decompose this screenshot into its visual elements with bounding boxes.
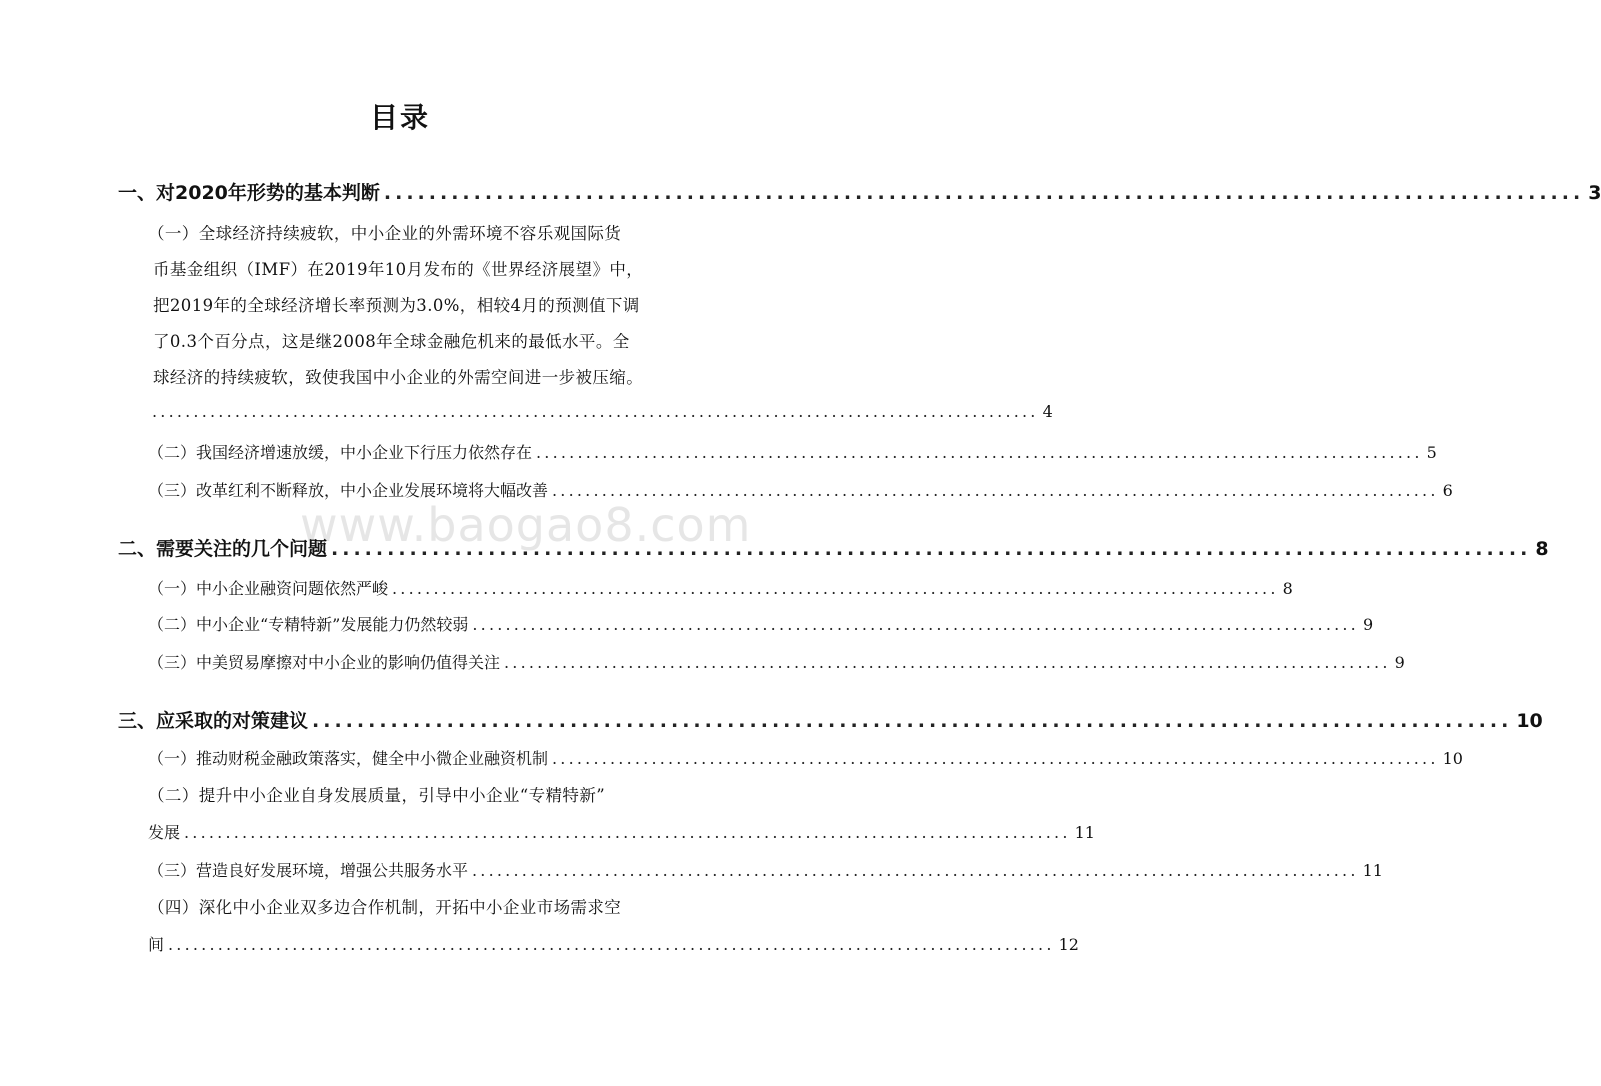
dot-leader: ........................................................................................................... [552,749,1439,768]
dot-leader: ........................................................................................................... [184,823,1071,842]
toc-entry-line[interactable]: 把2019年的全球经济增长率预测为3.0%，相较4月的预测值下调 [153,296,640,315]
toc-entry-label: （二）中小企业“专精特新”发展能力仍然较弱 [148,615,469,634]
toc-entry-label: 发展 [148,823,181,842]
dot-leader: ........................................................................................................... [168,935,1055,954]
toc-section-label: 一、对2020年形势的基本判断 [118,182,380,204]
dot-leader: ........................................................................................................... [472,615,1359,634]
toc-entry-line[interactable]: 球经济的持续疲软，致使我国中小企业的外需空间进一步被压缩。 [153,368,644,387]
toc-section-label: 二、需要关注的几个问题 [118,538,328,560]
toc-section-1[interactable] [118,178,1601,205]
toc-entry-2-3[interactable] [148,650,1405,673]
toc-entry-line[interactable]: （一）全球经济持续疲软，中小企业的外需环境不容乐观国际货 [148,224,622,243]
toc-page-number: 10 [1516,710,1543,732]
dot-leader: ........................................................................................................... [383,182,1585,204]
toc-entry-3-4-leader[interactable] [148,932,1079,955]
toc-entry-label: （一）中小企业融资问题依然严峻 [148,579,389,598]
dot-leader: ........................................................................................................... [152,402,1039,421]
toc-entry-label: （三）营造良好发展环境，增强公共服务水平 [148,861,469,880]
toc-entry-label: 间 [148,935,165,954]
toc-page-number: 3 [1588,182,1601,204]
dot-leader: ........................................................................................................... [331,538,1532,560]
toc-entry-label: （三）中美贸易摩擦对中小企业的影响仍值得关注 [148,653,501,672]
toc-entry-label: （二）我国经济增速放缓，中小企业下行压力依然存在 [148,443,533,462]
dot-leader: ........................................................................................................... [312,710,1513,732]
toc-page-number: 9 [1362,615,1374,634]
toc-entry-1-2[interactable] [148,440,1437,463]
toc-section-label: 三、应采取的对策建议 [118,710,309,732]
toc-entry-label: （一）推动财税金融政策落实，健全中小微企业融资机制 [148,749,549,768]
dot-leader: ........................................................................................................... [552,481,1439,500]
toc-page-number: 8 [1282,579,1293,598]
toc-entry-line[interactable]: （二）提升中小企业自身发展质量，引导中小企业“专精特新” [148,786,606,805]
dot-leader: ........................................................................................................... [504,653,1391,672]
toc-entry-line[interactable]: 了0.3个百分点，这是继2008年全球金融危机来的最低水平。全 [153,332,630,351]
toc-entry-1-3[interactable] [148,478,1453,501]
toc-page-number: 11 [1362,861,1383,880]
toc-entry-label: （三）改革红利不断释放，中小企业发展环境将大幅改善 [148,481,549,500]
toc-page-number: 9 [1394,653,1405,672]
page-title: 目录 [369,101,430,134]
toc-page-number: 11 [1074,823,1095,842]
toc-entry-line[interactable]: （四）深化中小企业双多边合作机制，开拓中小企业市场需求空 [148,898,622,917]
toc-entry-3-3[interactable] [148,858,1383,881]
watermark: www.baogao8.com [300,498,752,552]
toc-entry-2-2[interactable] [148,612,1374,635]
toc-entry-3-2-leader[interactable] [148,820,1095,843]
toc-page-number: 5 [1426,443,1437,462]
toc-section-2[interactable] [118,534,1549,561]
dot-leader: ........................................................................................................... [536,443,1423,462]
toc-entry-1-1-leader[interactable] [148,402,1053,421]
toc-page-number: 4 [1042,402,1053,421]
toc-page-number: 12 [1058,935,1079,954]
toc-page-number: 10 [1442,749,1463,768]
dot-leader: ........................................................................................................... [472,861,1359,880]
toc-page-number: 6 [1442,481,1453,500]
toc-entry-2-1[interactable] [148,576,1293,599]
toc-page-number: 8 [1535,538,1549,560]
dot-leader: ........................................................................................................... [392,579,1279,598]
toc-section-3[interactable] [118,706,1543,733]
toc-entry-line[interactable]: 币基金组织（IMF）在2019年10月发布的《世界经济展望》中， [153,260,644,279]
toc-entry-3-1[interactable] [148,746,1463,769]
